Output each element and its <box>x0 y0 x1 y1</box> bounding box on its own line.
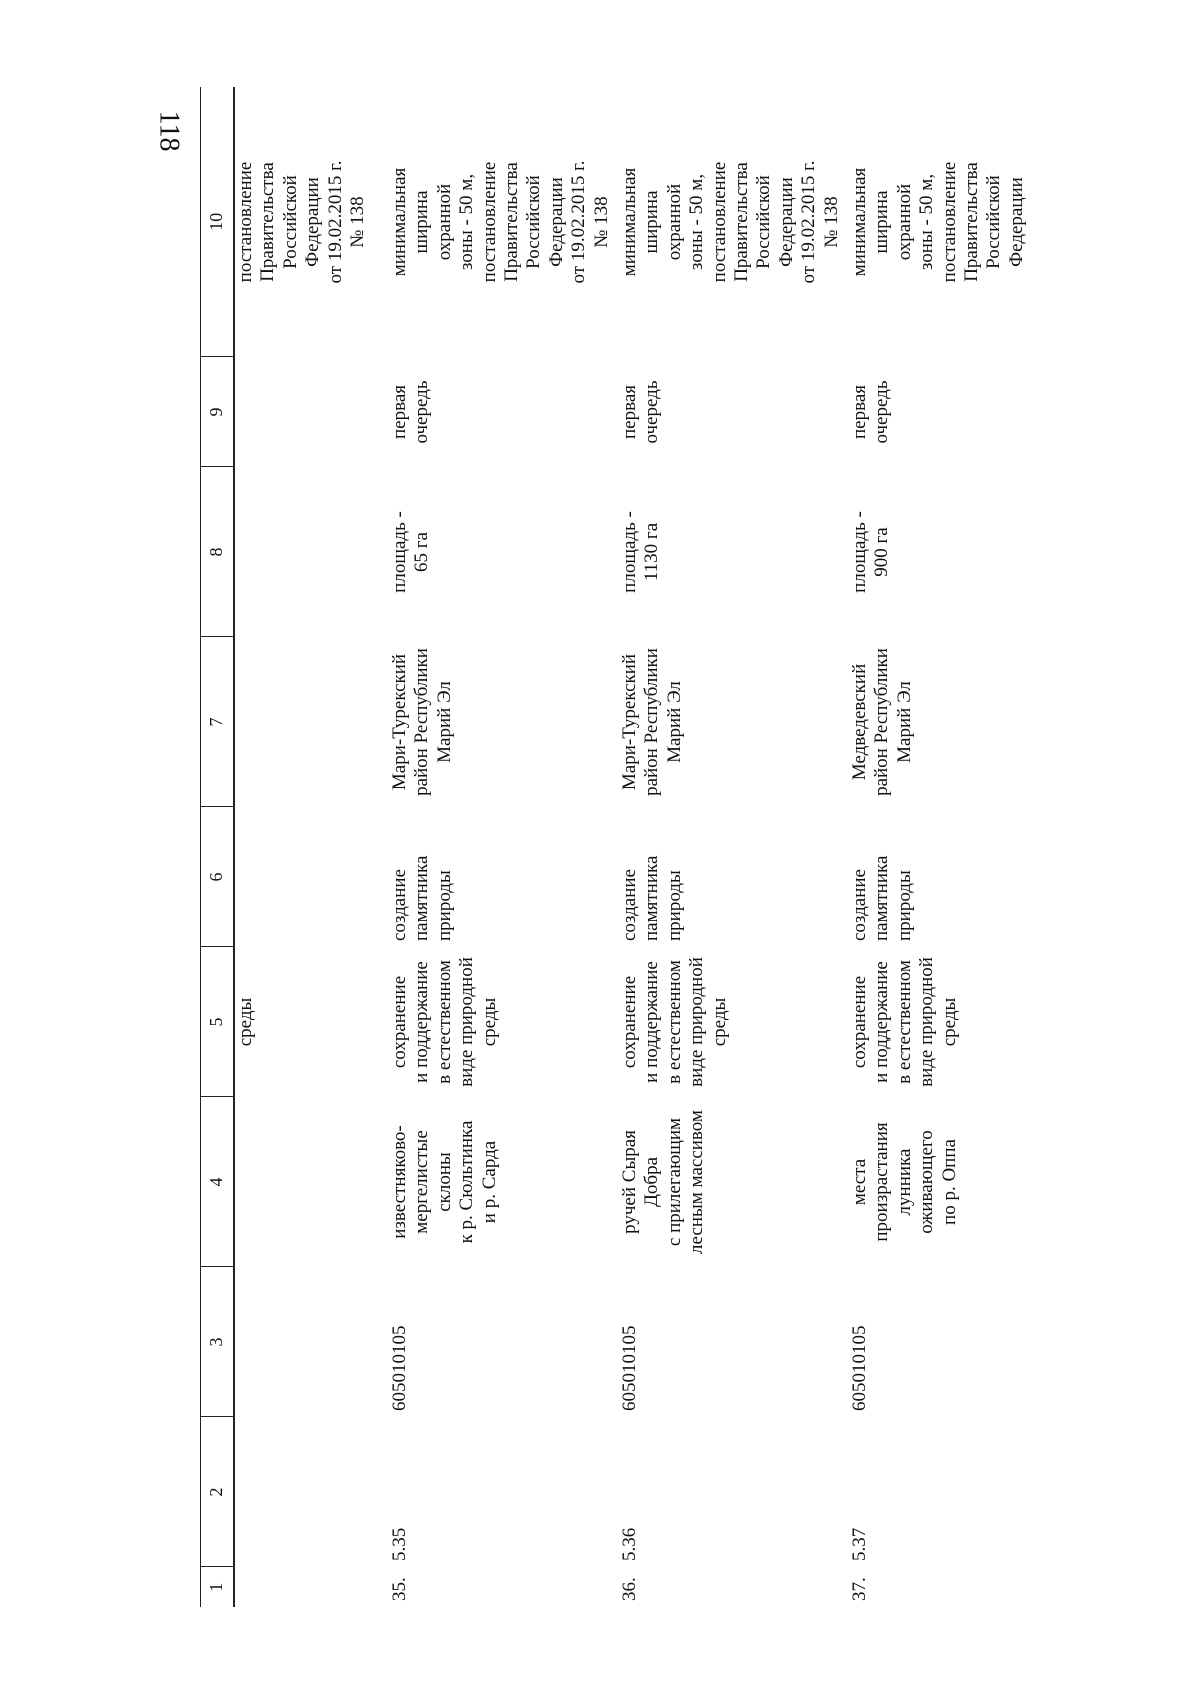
note-cell: минимальная ширина охранной зоны - 50 м, постановление Правительства Российской Федерации <box>849 161 1027 283</box>
note-cell: минимальная ширина охранной зоны - 50 м, постановление Правительства Российской Федерации от 19.02.2015 г. № 138 <box>389 160 612 284</box>
table-row <box>849 87 1079 1607</box>
registry-table <box>200 87 1079 1607</box>
row-number-cell: 36. <box>619 1577 640 1601</box>
table-row <box>619 87 849 1607</box>
area-cell: площадь - 1130 га <box>619 511 663 593</box>
header-cell-8: 8 <box>201 467 235 637</box>
continuation-goal-cell: среды <box>235 997 256 1047</box>
action-cell: создание памятника природы <box>619 855 685 941</box>
header-cell-6: 6 <box>201 807 235 947</box>
goal-cell: сохранение и поддержание в естественном виде природной среды <box>389 957 500 1087</box>
location-cell: Медведевский район Республики Марий Эл <box>849 648 915 796</box>
header-cell-1: 1 <box>201 1567 235 1607</box>
table-header <box>201 87 235 1607</box>
object-name-cell: места произрастания лунника оживающего по р. Оппа <box>849 1122 960 1242</box>
header-cell-10: 10 <box>201 87 235 357</box>
location-cell: Мари-Турекский район Республики Марий Эл <box>619 648 685 796</box>
header-cell-5: 5 <box>201 947 235 1097</box>
table-cell <box>234 1567 389 1607</box>
continuation-row <box>234 87 389 1607</box>
classifier-code-cell: 605010105 <box>389 1325 410 1411</box>
table-cell <box>234 1097 389 1267</box>
classifier-code-cell: 605010105 <box>619 1325 640 1411</box>
header-cell-4: 4 <box>201 1097 235 1267</box>
priority-cell: первая очередь <box>619 380 663 444</box>
goal-cell: сохранение и поддержание в естественном виде природной среды <box>619 957 730 1087</box>
table-row <box>389 87 619 1607</box>
item-code-cell: 5.37 <box>849 1527 870 1561</box>
action-cell: создание памятника природы <box>849 855 915 941</box>
item-code-cell: 5.35 <box>389 1527 410 1561</box>
table-cell <box>234 467 389 637</box>
table-cell <box>234 1417 389 1567</box>
item-code-cell: 5.36 <box>619 1527 640 1561</box>
priority-cell: первая очередь <box>849 380 893 444</box>
header-row <box>201 87 235 1607</box>
table-cell <box>234 357 389 467</box>
header-cell-7: 7 <box>201 637 235 807</box>
location-cell: Мари-Турекский район Республики Марий Эл <box>389 648 455 796</box>
page-number: 118 <box>153 110 185 152</box>
goal-cell: сохранение и поддержание в естественном виде природной среды <box>849 957 960 1087</box>
header-cell-2: 2 <box>201 1417 235 1567</box>
continuation-note-cell: постановление Правительства Российской Федерации от 19.02.2015 г. № 138 <box>235 160 369 284</box>
area-cell: площадь - 900 га <box>849 511 893 593</box>
action-cell: создание памятника природы <box>389 855 455 941</box>
table-cell <box>234 1267 389 1417</box>
table-cell <box>234 637 389 807</box>
header-cell-9: 9 <box>201 357 235 467</box>
object-name-cell: известняково- мергелистые склоны к р. Сюльтинка и р. Сарда <box>389 1120 500 1244</box>
rotated-table-container <box>200 87 1130 1607</box>
area-cell: площадь - 65 га <box>389 511 433 593</box>
table-cell <box>234 807 389 947</box>
priority-cell: первая очередь <box>389 380 433 444</box>
note-cell: минимальная ширина охранной зоны - 50 м, постановление Правительства Российской Федерации от 19.02.2015 г. № 138 <box>619 160 842 284</box>
object-name-cell: ручей Сырая Добра с прилегающим лесным массивом <box>619 1110 708 1254</box>
row-number-cell: 37. <box>849 1577 870 1601</box>
header-cell-3: 3 <box>201 1267 235 1417</box>
classifier-code-cell: 605010105 <box>849 1325 870 1411</box>
row-number-cell: 35. <box>389 1577 410 1601</box>
